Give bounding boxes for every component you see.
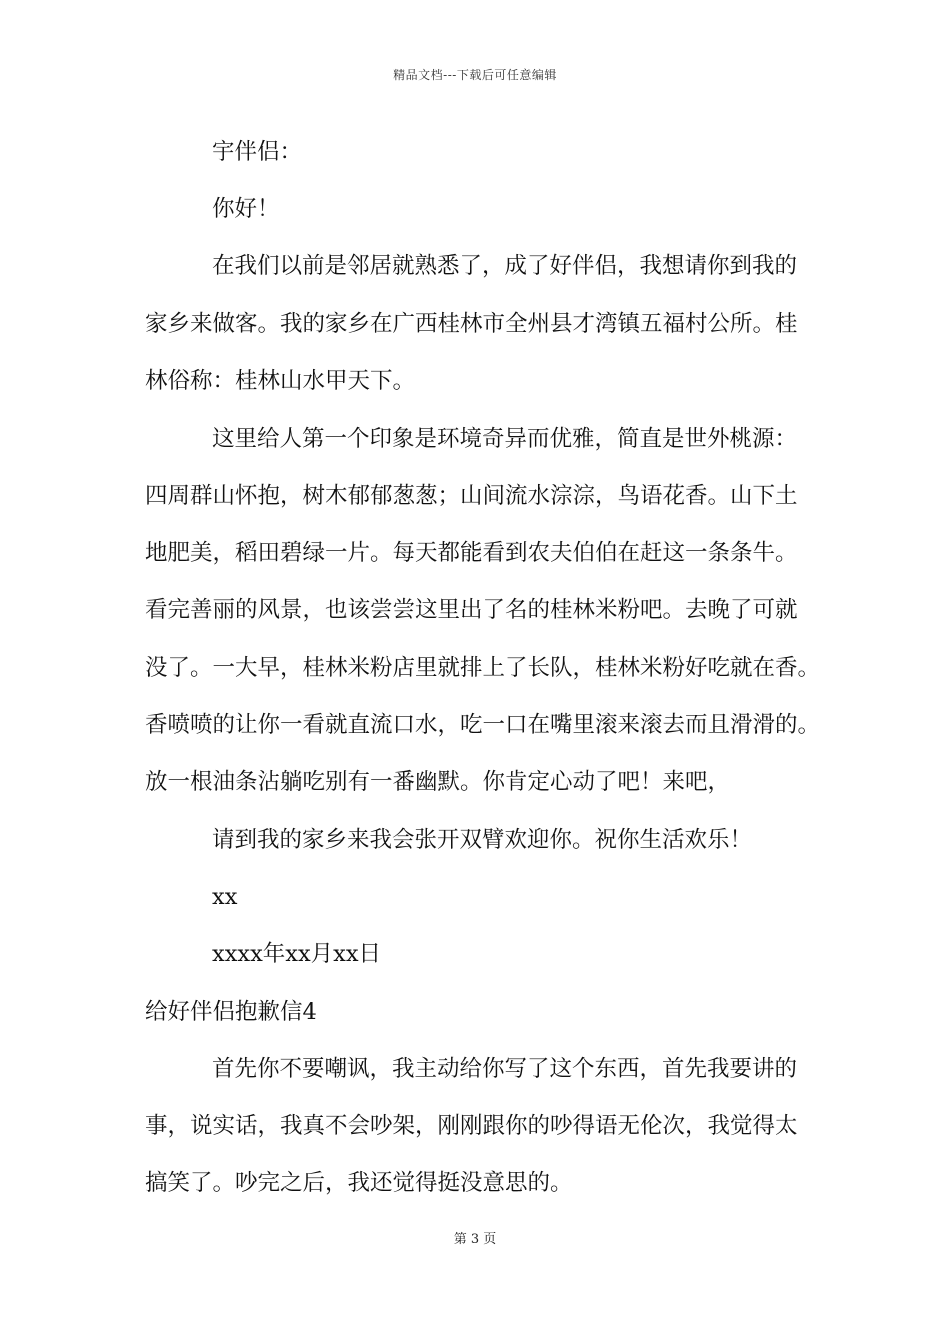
paragraph-line: 在我们以前是邻居就熟悉了，成了好伴侣，我想请你到我的	[212, 253, 798, 279]
letter-signature: xx	[212, 884, 238, 910]
page-header: 精品文档---下载后可任意编辑	[393, 68, 557, 82]
paragraph-line: 事，说实话，我真不会吵架，刚刚跟你的吵得语无伦次，我觉得太	[145, 1113, 798, 1139]
letter-salutation: 宇伴侣：	[212, 139, 303, 165]
paragraph-line: 家乡来做客。我的家乡在广西桂林市全州县才湾镇五福村公所。桂	[145, 311, 798, 337]
paragraph-line: 地肥美，稻田碧绿一片。每天都能看到农夫伯伯在赶这一条条牛。	[145, 540, 798, 566]
section-title: 给好伴侣抱歉信4	[145, 999, 317, 1025]
paragraph-line: 请到我的家乡来我会张开双臂欢迎你。祝你生活欢乐！	[212, 827, 753, 853]
paragraph-line: 没了。一大早，桂林米粉店里就排上了长队，桂林米粉好吃就在香。	[145, 655, 821, 681]
paragraph-line: 放一根油条沾躺吃别有一番幽默。你肯定心动了吧！来吧，	[145, 769, 731, 795]
paragraph-line: 香喷喷的让你一看就直流口水，吃一口在嘴里滚来滚去而且滑滑的。	[145, 712, 821, 738]
paragraph-line: 这里给人第一个印象是环境奇异而优雅，简直是世外桃源：	[212, 426, 798, 452]
page-number: 第 3 页	[453, 1232, 497, 1247]
paragraph-line: 首先你不要嘲讽，我主动给你写了这个东西，首先我要讲的	[212, 1056, 798, 1082]
paragraph-line: 林俗称：桂林山水甲天下。	[145, 368, 416, 394]
paragraph-line: 搞笑了。吵完之后，我还觉得挺没意思的。	[145, 1170, 573, 1196]
paragraph-line: 看完善丽的风景，也该尝尝这里出了名的桂林米粉吧。去晚了可就	[145, 597, 798, 623]
paragraph-line: 四周群山怀抱，树木郁郁葱葱；山间流水淙淙，鸟语花香。山下土	[145, 483, 798, 509]
letter-date: xxxx年xx月xx日	[212, 941, 382, 967]
letter-greeting: 你好！	[212, 196, 280, 222]
